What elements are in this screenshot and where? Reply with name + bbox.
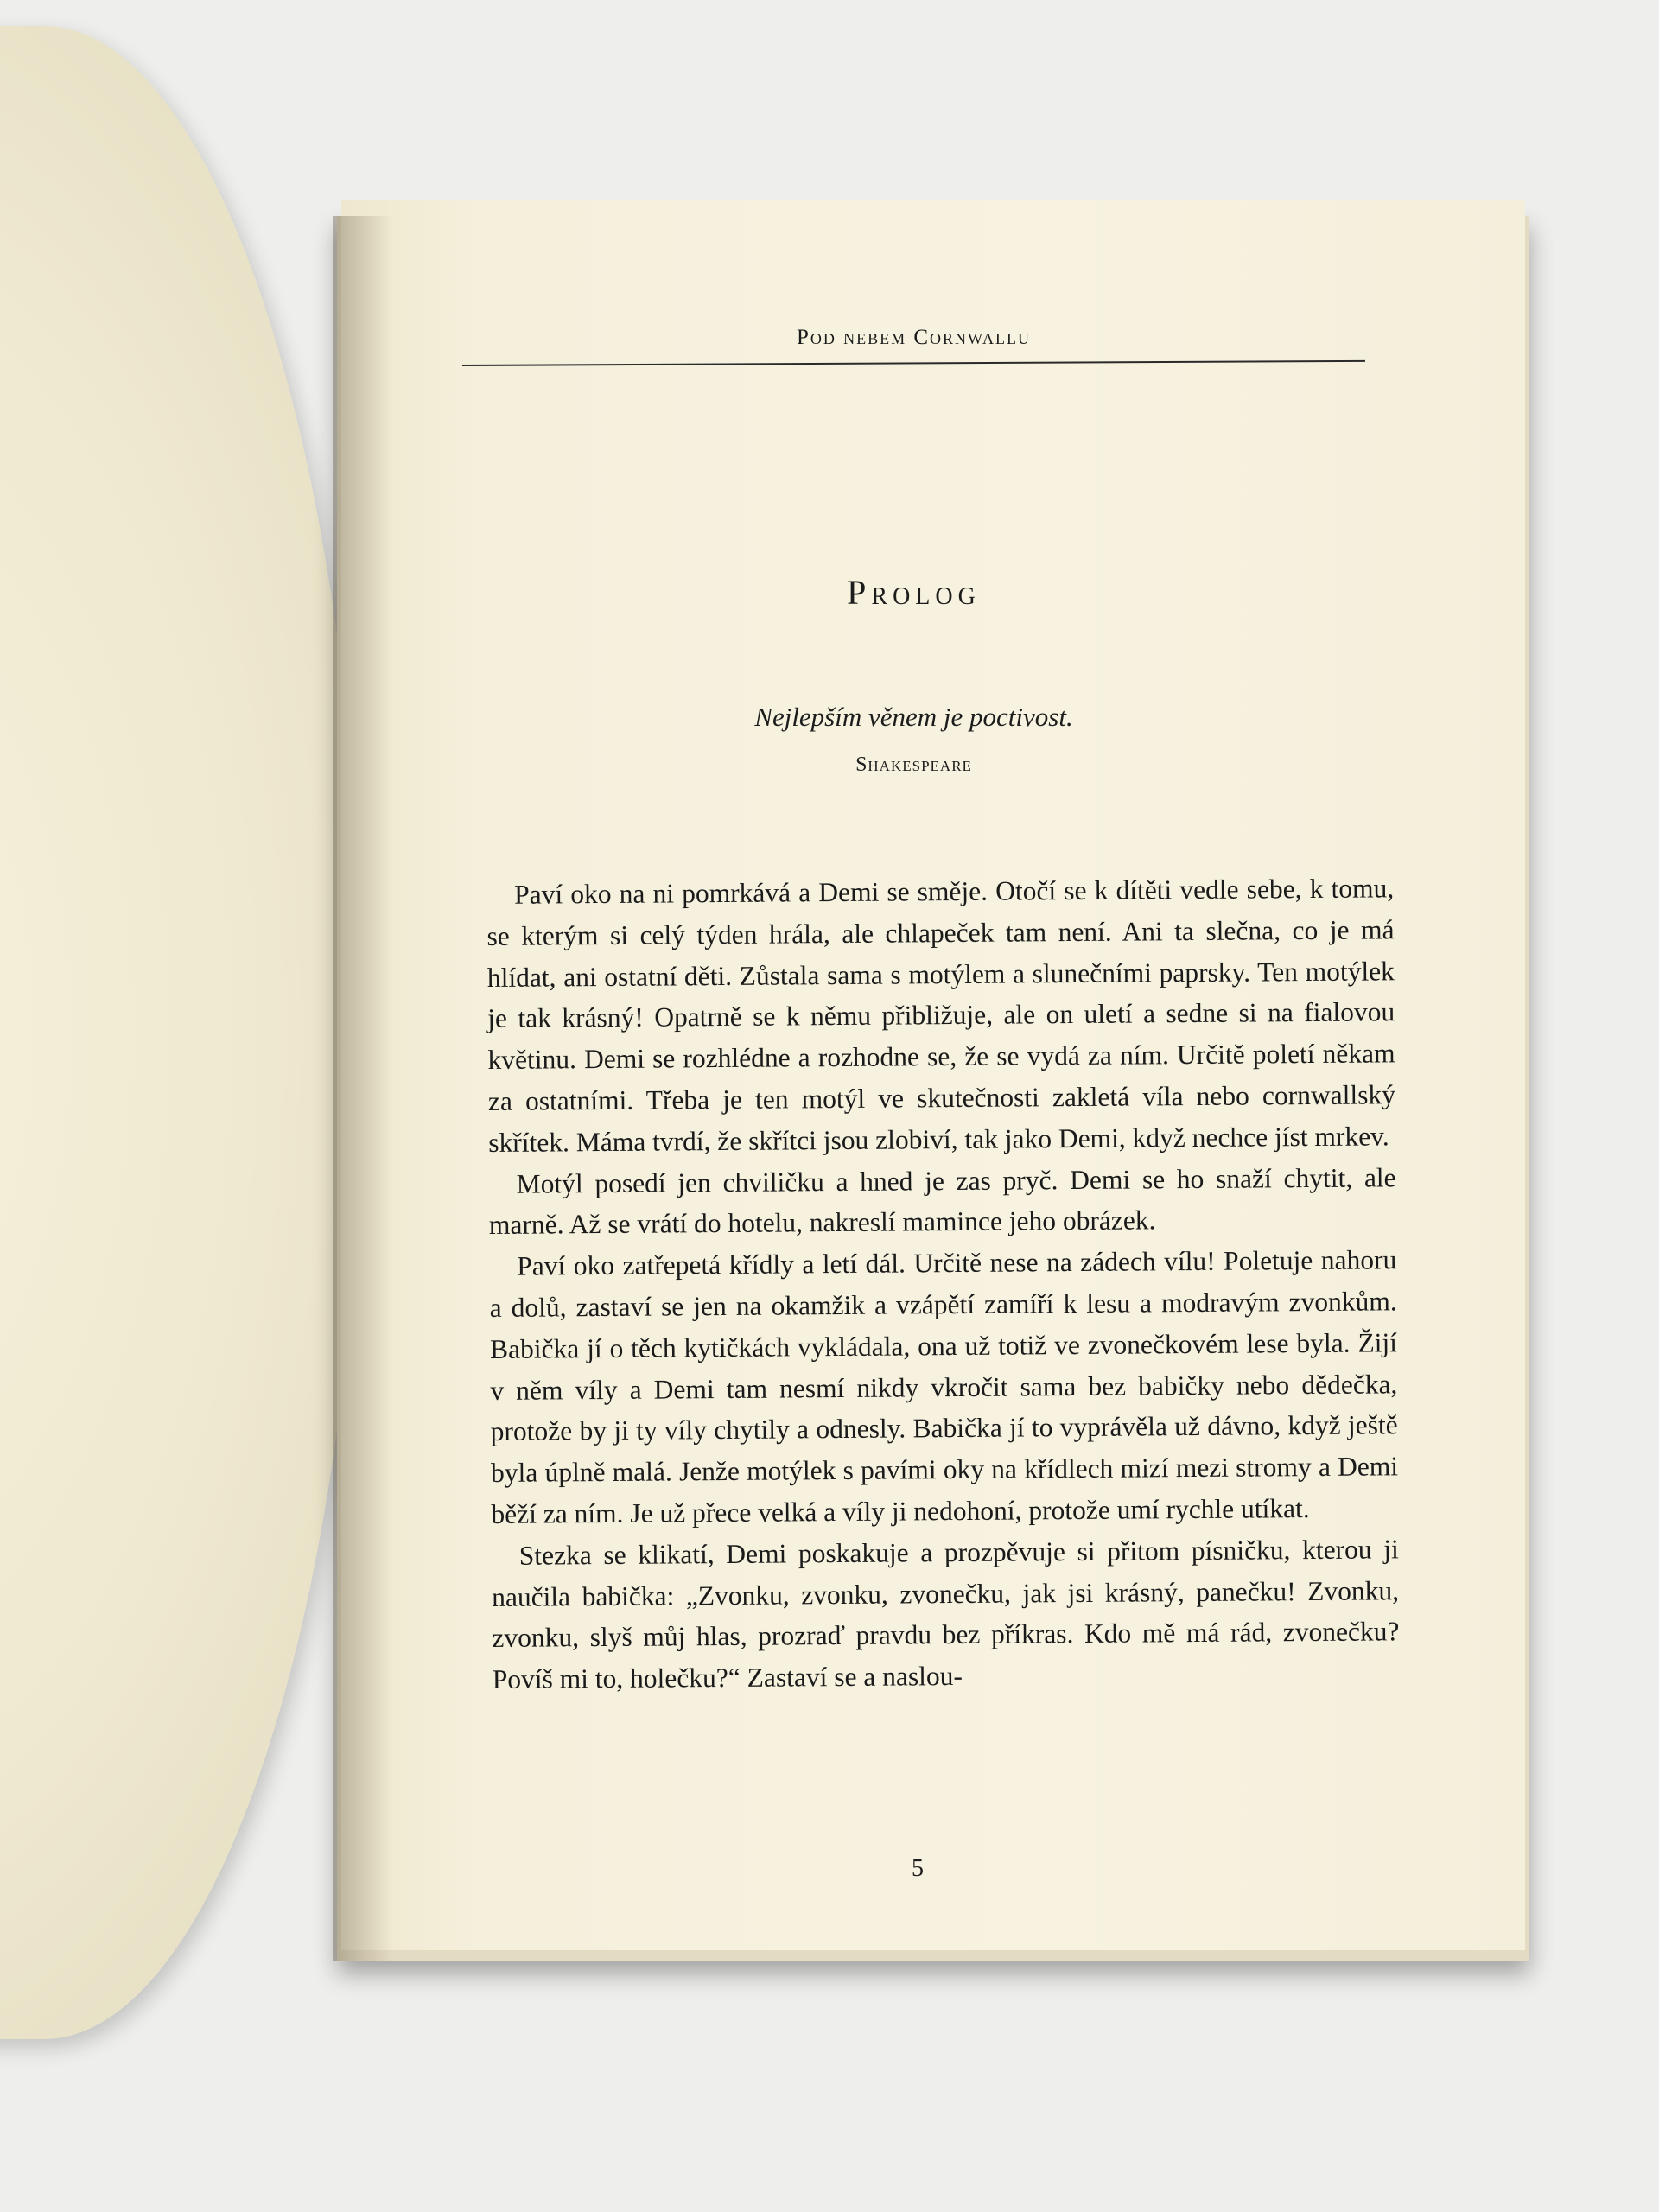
header-rule (462, 360, 1365, 366)
chapter-title: Prolog (847, 573, 981, 612)
paragraph: Paví oko zatřepetá křídly a letí dál. Určitě nese na zádech vílu! Poletuje nahoru a dolů, zastaví se jen na okamžik a vzápětí zamíří k lesu a modravým zvonkům. Babička jí o těch kytičkách vykládala, ona už totiž ve zvonečkovém lese byla. Žijí v něm víly a Demi tam nesmí nikdy vkročit sama bez babičky nebo dědečka, protože by ji ty víly chytily a odnesly. Babička jí to vyprávěla už dávno, když ještě byla úplně malá. Jenže motýlek s pavími oky na křídlech mizí mezi stromy a Demi běží za ním. Je už přece velká a víly ji nedohoní, protože umí rychle utíkat. (489, 1244, 1399, 1529)
body-text (486, 868, 1400, 1700)
epigraph-author: Shakespeare (855, 753, 972, 776)
paragraph: Stezka se klikatí, Demi poskakuje a prozpěvuje si přitom písničku, kterou ji naučila babička: „Zvonku, zvonku, zvonečku, jak jsi krásný, panečku! Zvonku, zvonku, slyš můj hlas, prozraď pravdu bez příkras. Kdo mě má rád, zvonečku? Povíš mi to, holečku?“ Zastaví se a naslou- (492, 1534, 1400, 1695)
gutter-shadow (333, 216, 393, 1961)
page-number: 5 (912, 1855, 924, 1882)
paragraph: Motýl posedí jen chviličku a hned je zas pryč. Demi se ho snaží chytit, ale marně. Až se vrátí do hotelu, nakreslí mamince jeho obrázek. (488, 1161, 1396, 1241)
epigraph-quote: Nejlepším věnem je poctivost. (754, 702, 1073, 732)
paragraph: Paví oko na ni pomrkává a Demi se směje. Otočí se k dítěti vedle sebe, k tomu, se kterým si celý týden hrála, ale chlapeček tam není. Ani ta slečna, co je má hlídat, ani ostatní děti. Zůstala sama s motýlem a slunečními paprsky. Ten motýlek je tak krásný! Opatrně se k němu přibližuje, ale on uletí a sedne si na fialovou květinu. Demi se rozhlédne a rozhodne se, že se vydá za ním. Určitě poletí někam za ostatními. Třeba je ten motýl ve skutečnosti zakletá víla nebo cornwallský skřítek. Máma tvrdí, že skřítci jsou zlobiví, tak jako Demi, když nechce jíst mrkev. (486, 873, 1396, 1158)
right-page (341, 200, 1525, 1950)
running-header: Pod nebem Cornwallu (796, 326, 1032, 349)
left-page (0, 26, 363, 2039)
